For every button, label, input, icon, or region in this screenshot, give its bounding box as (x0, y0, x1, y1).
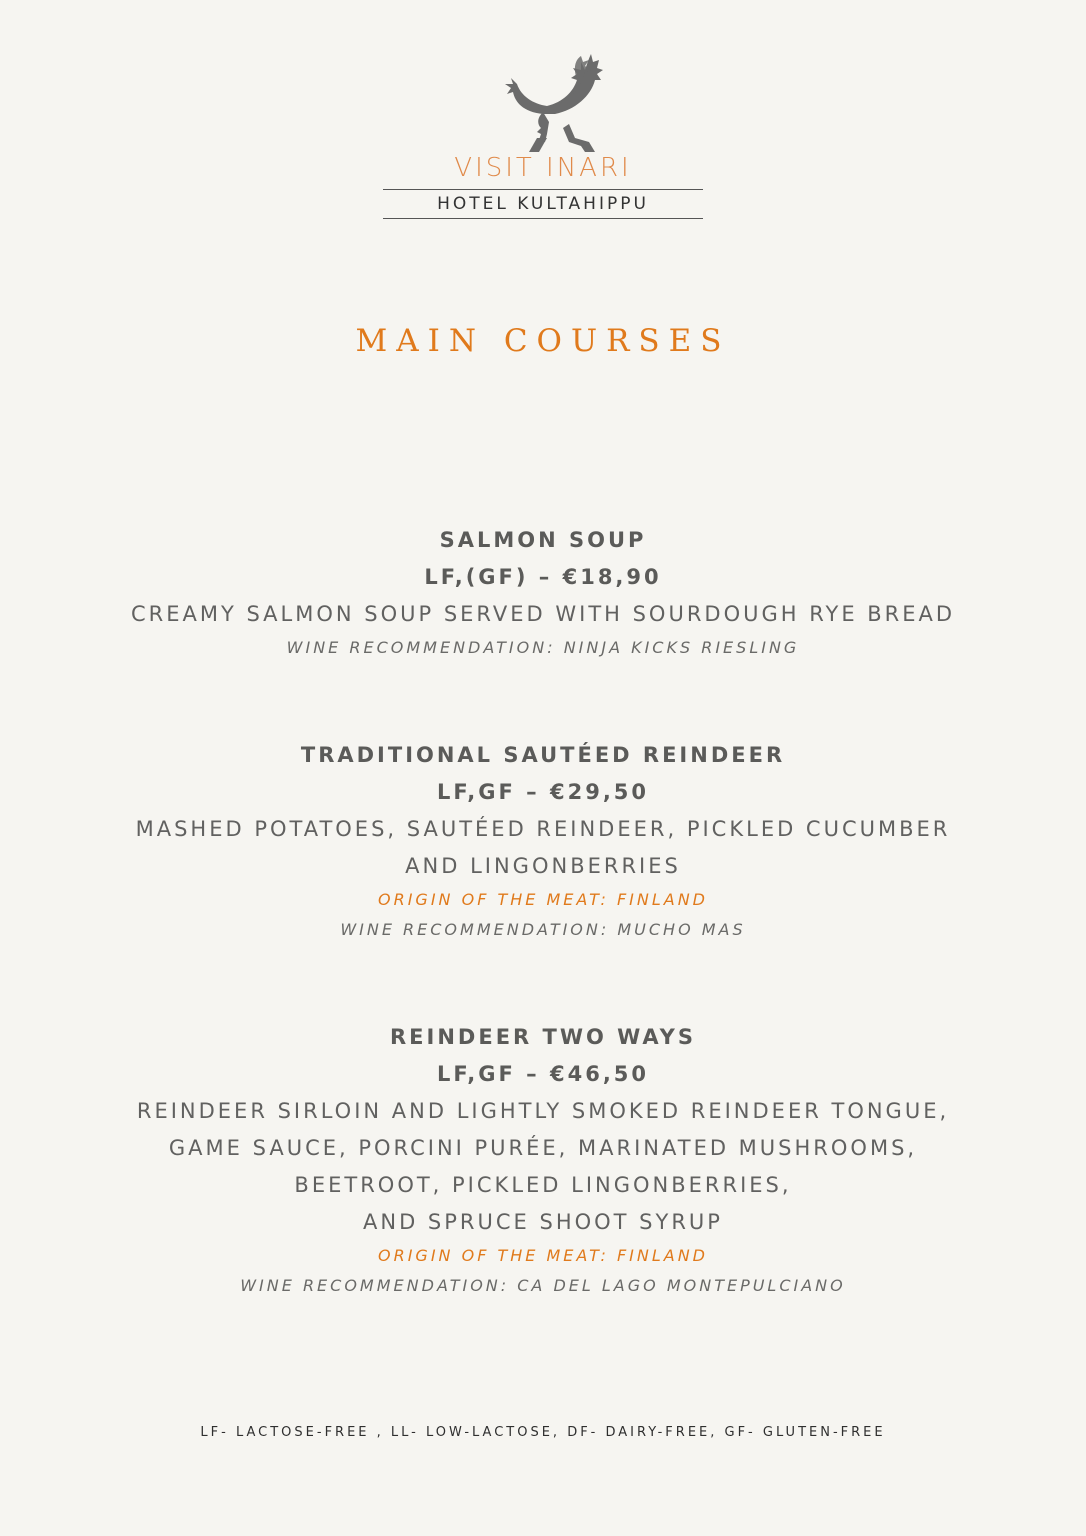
page-title: MAIN COURSES (355, 322, 731, 359)
dish-description: GAME SAUCE, PORCINI PURÉE, MARINATED MUSHROOMS, (168, 1136, 918, 1160)
menu-item-reindeer-two-ways (0, 1019, 1086, 1301)
dish-description: REINDEER SIRLOIN AND LIGHTLY SMOKED REINDEER TONGUE, (136, 1099, 950, 1123)
dish-name: TRADITIONAL SAUTÉED REINDEER (300, 743, 786, 767)
dish-description: BEETROOT, PICKLED LINGONBERRIES, (294, 1173, 792, 1197)
brand-name: VISIT INARI (454, 153, 632, 183)
dish-description: AND SPRUCE SHOOT SYRUP (363, 1210, 723, 1234)
dish-description: CREAMY SALMON SOUP SERVED WITH SOURDOUGH RYE BREAD (130, 602, 956, 626)
dish-description: AND LINGONBERRIES (405, 854, 681, 878)
dish-diet-price: LF,GF – €29,50 (436, 780, 650, 804)
menu-item-salmon-soup (0, 522, 1086, 663)
hotel-logo (383, 52, 703, 222)
divider (383, 189, 703, 190)
wine-recommendation: WINE RECOMMENDATION: MUCHO MAS (340, 920, 746, 939)
hotel-name: HOTEL KULTAHIPPU (437, 194, 649, 214)
dish-name: REINDEER TWO WAYS (390, 1025, 696, 1049)
dietary-legend: LF- LACTOSE-FREE , LL- LOW-LACTOSE, DF- DAIRY-FREE, GF- GLUTEN-FREE (200, 1425, 886, 1440)
dish-diet-price: LF,(GF) – €18,90 (424, 565, 662, 589)
wine-recommendation: WINE RECOMMENDATION: CA DEL LAGO MONTEPULCIANO (240, 1276, 846, 1295)
dish-description: MASHED POTATOES, SAUTÉED REINDEER, PICKLED CUCUMBER (135, 817, 951, 841)
meat-origin: ORIGIN OF THE MEAT: FINLAND (378, 1246, 708, 1265)
reindeer-antler-icon (503, 52, 613, 152)
wine-recommendation: WINE RECOMMENDATION: NINJA KICKS RIESLING (286, 638, 800, 657)
dish-name: SALMON SOUP (439, 528, 647, 552)
menu-item-sauteed-reindeer (0, 737, 1086, 945)
dish-diet-price: LF,GF – €46,50 (436, 1062, 650, 1086)
meat-origin: ORIGIN OF THE MEAT: FINLAND (378, 890, 708, 909)
divider (383, 218, 703, 219)
